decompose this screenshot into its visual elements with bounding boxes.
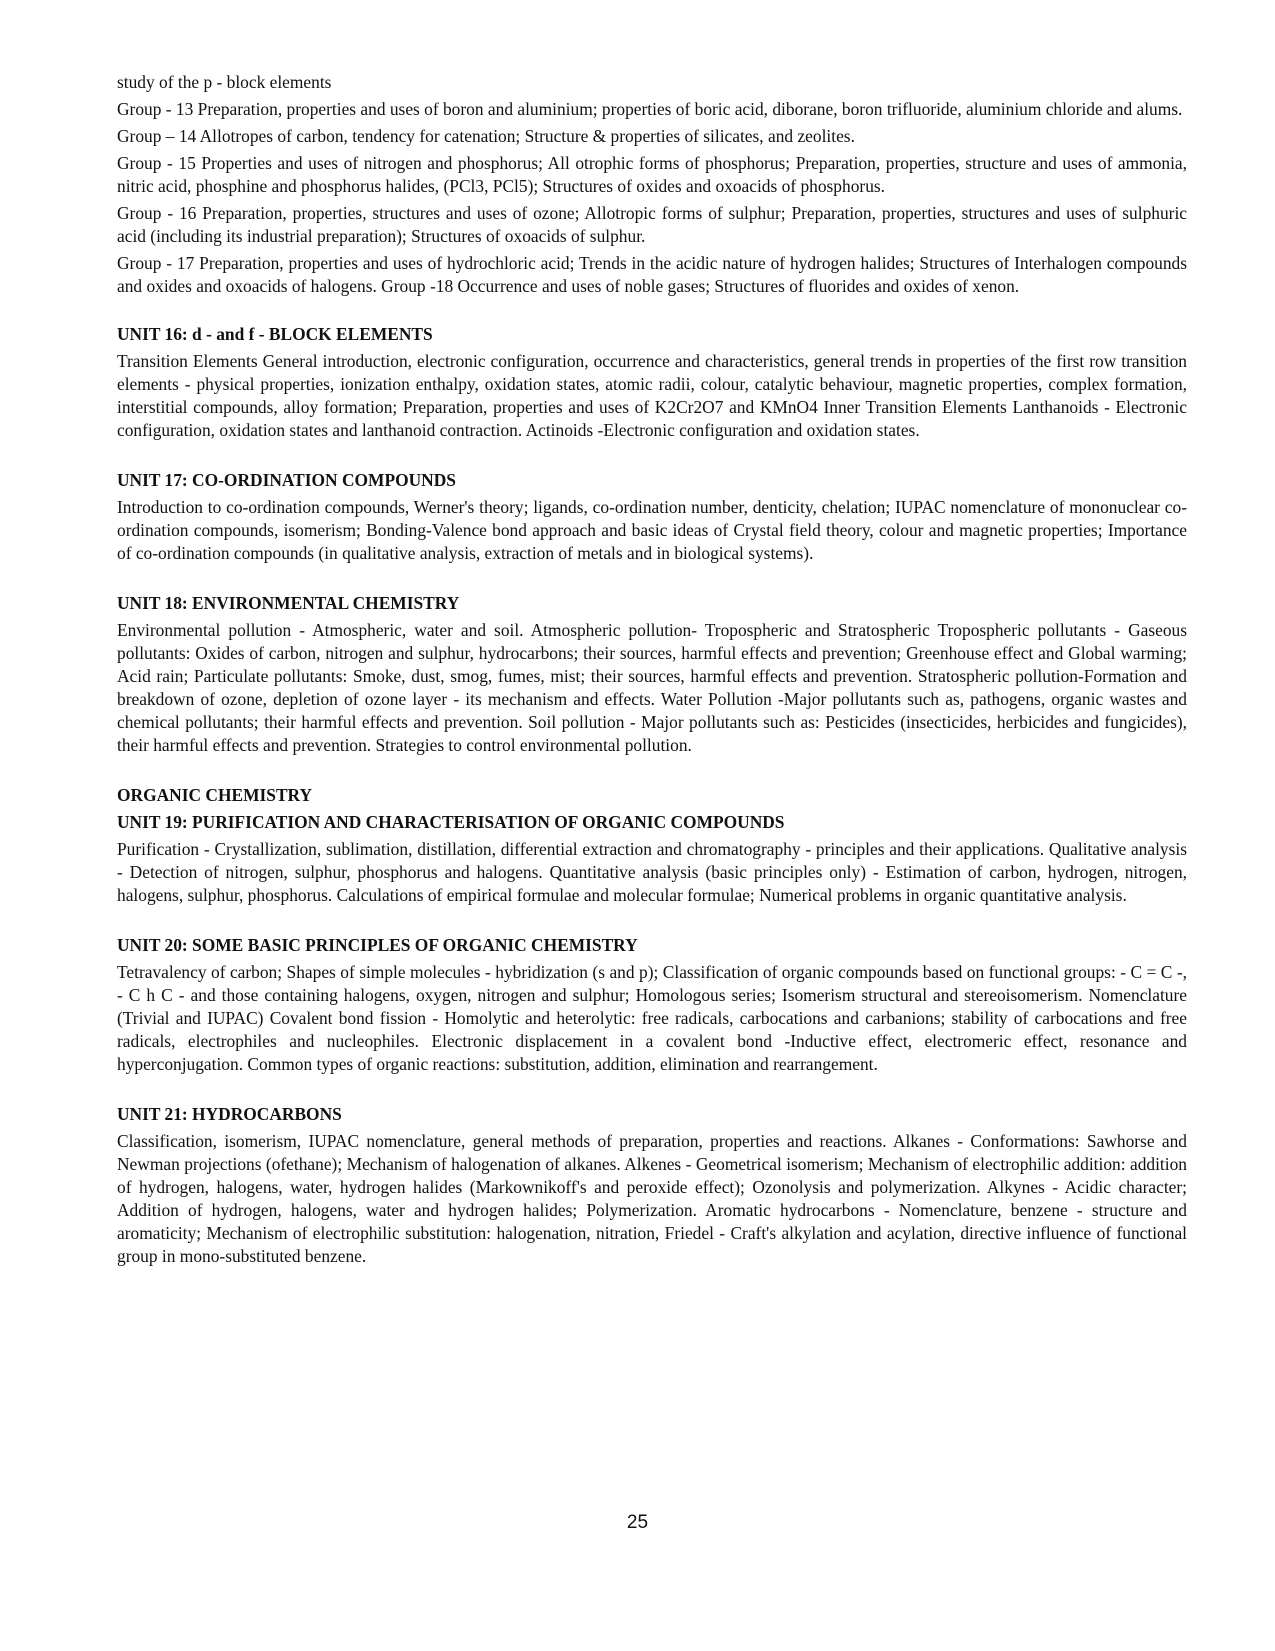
organic-chemistry-heading: ORGANIC CHEMISTRY: [117, 785, 313, 805]
unit-19-section: [117, 784, 1187, 907]
unit-21-body: Classification, isomerism, IUPAC nomenclature, general methods of preparation, properties and reactions. Alkanes - Conformations: Sawhorse and Newman projections (ofethane); Mechanism of halogenation of alkanes. Alkenes - Geometrical isomerism; Mechanism of electrophilic addition: addition of hydrogen, halogens, water, hydrogen halides (Markownikoff's and peroxide effect); Ozonolysis and polymerization. Alkynes - Acidic character; Addition of hydrogen, halogens, water and hydrogen halides; Polymerization. Aromatic hydrocarbons - Nomenclature, benzene - structure and aromaticity; Mechanism of electrophilic substitution: halogenation, nitration, Friedel - Craft's alkylation and acylation, directive influence of functional group in mono-substituted benzene.: [117, 1131, 1187, 1266]
unit-16-body: Transition Elements General introduction, electronic configuration, occurrence and characteristics, general trends in properties of the first row transition elements - physical properties, ionization enthalpy, oxidation states, atomic radii, colour, catalytic behaviour, magnetic properties, complex formation, interstitial compounds, alloy formation; Preparation, properties and uses of K2Cr2O7 and KMnO4 Inner Transition Elements Lanthanoids - Electronic configuration, oxidation states and lanthanoid contraction. Actinoids -Electronic configuration and oxidation states.: [117, 351, 1187, 440]
unit-17-body: Introduction to co-ordination compounds, Werner's theory; ligands, co-ordination number, denticity, chelation; IUPAC nomenclature of mononuclear co-ordination compounds, isomerism; Bonding-Valence bond approach and basic ideas of Crystal field theory, colour and magnetic properties; Importance of co-ordination compounds (in qualitative analysis, extraction of metals and in biological systems).: [117, 497, 1187, 563]
unit-21-heading: UNIT 21: HYDROCARBONS: [117, 1104, 342, 1124]
p-block-intro: study of the p - block elements: [117, 72, 332, 92]
unit-20-body: Tetravalency of carbon; Shapes of simple molecules - hybridization (s and p); Classification of organic compounds based on functional groups: - C = C -, - C h C - and those containing halogens, oxygen, nitrogen and sulphur; Homologous series; Isomerism structural and stereoisomerism. Nomenclature (Trivial and IUPAC) Covalent bond fission - Homolytic and heterolytic: free radicals, carbocations and carbanions; stability of carbocations and free radicals, electrophiles and nucleophiles. Electronic displacement in a covalent bond -Inductive effect, electromeric effect, resonance and hyperconjugation. Common types of organic reactions: substitution, addition, elimination and rearrangement.: [117, 962, 1187, 1074]
unit-19-heading: UNIT 19: PURIFICATION AND CHARACTERISATION OF ORGANIC COMPOUNDS: [117, 812, 785, 832]
unit-18-heading: UNIT 18: ENVIRONMENTAL CHEMISTRY: [117, 593, 460, 613]
unit-18-section: [117, 592, 1187, 757]
unit-16-section: [117, 323, 1187, 442]
unit-19-body: Purification - Crystallization, sublimation, distillation, differential extraction and chromatography - principles and their applications. Qualitative analysis - Detection of nitrogen, sulphur, phosphorus and halogens. Quantitative analysis (basic principles only) - Estimation of carbon, hydrogen, nitrogen, halogens, sulphur, phosphorus. Calculations of empirical formulae and molecular formulae; Numerical problems in organic quantitative analysis.: [117, 839, 1187, 905]
p-block-section: [117, 71, 1187, 298]
group-13-paragraph: Group - 13 Preparation, properties and uses of boron and aluminium; properties of boric acid, diborane, boron trifluoride, aluminium chloride and alums.: [117, 99, 1183, 119]
unit-21-section: [117, 1103, 1187, 1268]
page-number: 25: [626, 1512, 649, 1533]
group-16-paragraph: Group - 16 Preparation, properties, structures and uses of ozone; Allotropic forms of sulphur; Preparation, properties, structures and uses of sulphuric acid (including its industrial preparation); Structures of oxoacids of sulphur.: [117, 203, 1187, 246]
group-15-paragraph: Group - 15 Properties and uses of nitrogen and phosphorus; All otrophic forms of phosphorus; Preparation, properties, structure and uses of ammonia, nitric acid, phosphine and phosphorus halides, (PCl3, PCl5); Structures of oxides and oxoacids of phosphorus.: [117, 153, 1187, 196]
unit-16-heading: UNIT 16: d - and f - BLOCK ELEMENTS: [117, 324, 433, 344]
unit-20-heading: UNIT 20: SOME BASIC PRINCIPLES OF ORGANIC CHEMISTRY: [117, 935, 638, 955]
unit-18-body: Environmental pollution - Atmospheric, water and soil. Atmospheric pollution- Tropospheric and Stratospheric Tropospheric pollutants - Gaseous pollutants: Oxides of carbon, nitrogen and sulphur, hydrocarbons; their sources, harmful effects and prevention; Greenhouse effect and Global warming; Acid rain; Particulate pollutants: Smoke, dust, smog, fumes, mist; their sources, harmful effects and prevention. Stratospheric pollution-Formation and breakdown of ozone, depletion of ozone layer - its mechanism and effects. Water Pollution -Major pollutants such as, pathogens, organic wastes and chemical pollutants; their harmful effects and prevention. Soil pollution - Major pollutants such as: Pesticides (insecticides, herbicides and fungicides), their harmful effects and prevention. Strategies to control environmental pollution.: [117, 620, 1187, 755]
unit-17-section: [117, 469, 1187, 565]
group-14-paragraph: Group – 14 Allotropes of carbon, tendency for catenation; Structure & properties of silicates, and zeolites.: [117, 126, 855, 146]
unit-20-section: [117, 934, 1187, 1076]
unit-17-heading: UNIT 17: CO-ORDINATION COMPOUNDS: [117, 470, 456, 490]
document-page: [117, 71, 1187, 1268]
group-17-18-paragraph: Group - 17 Preparation, properties and uses of hydrochloric acid; Trends in the acidic nature of hydrogen halides; Structures of Interhalogen compounds and oxides and oxoacids of halogens. Group -18 Occurrence and uses of noble gases; Structures of fluorides and oxides of xenon.: [117, 253, 1187, 296]
